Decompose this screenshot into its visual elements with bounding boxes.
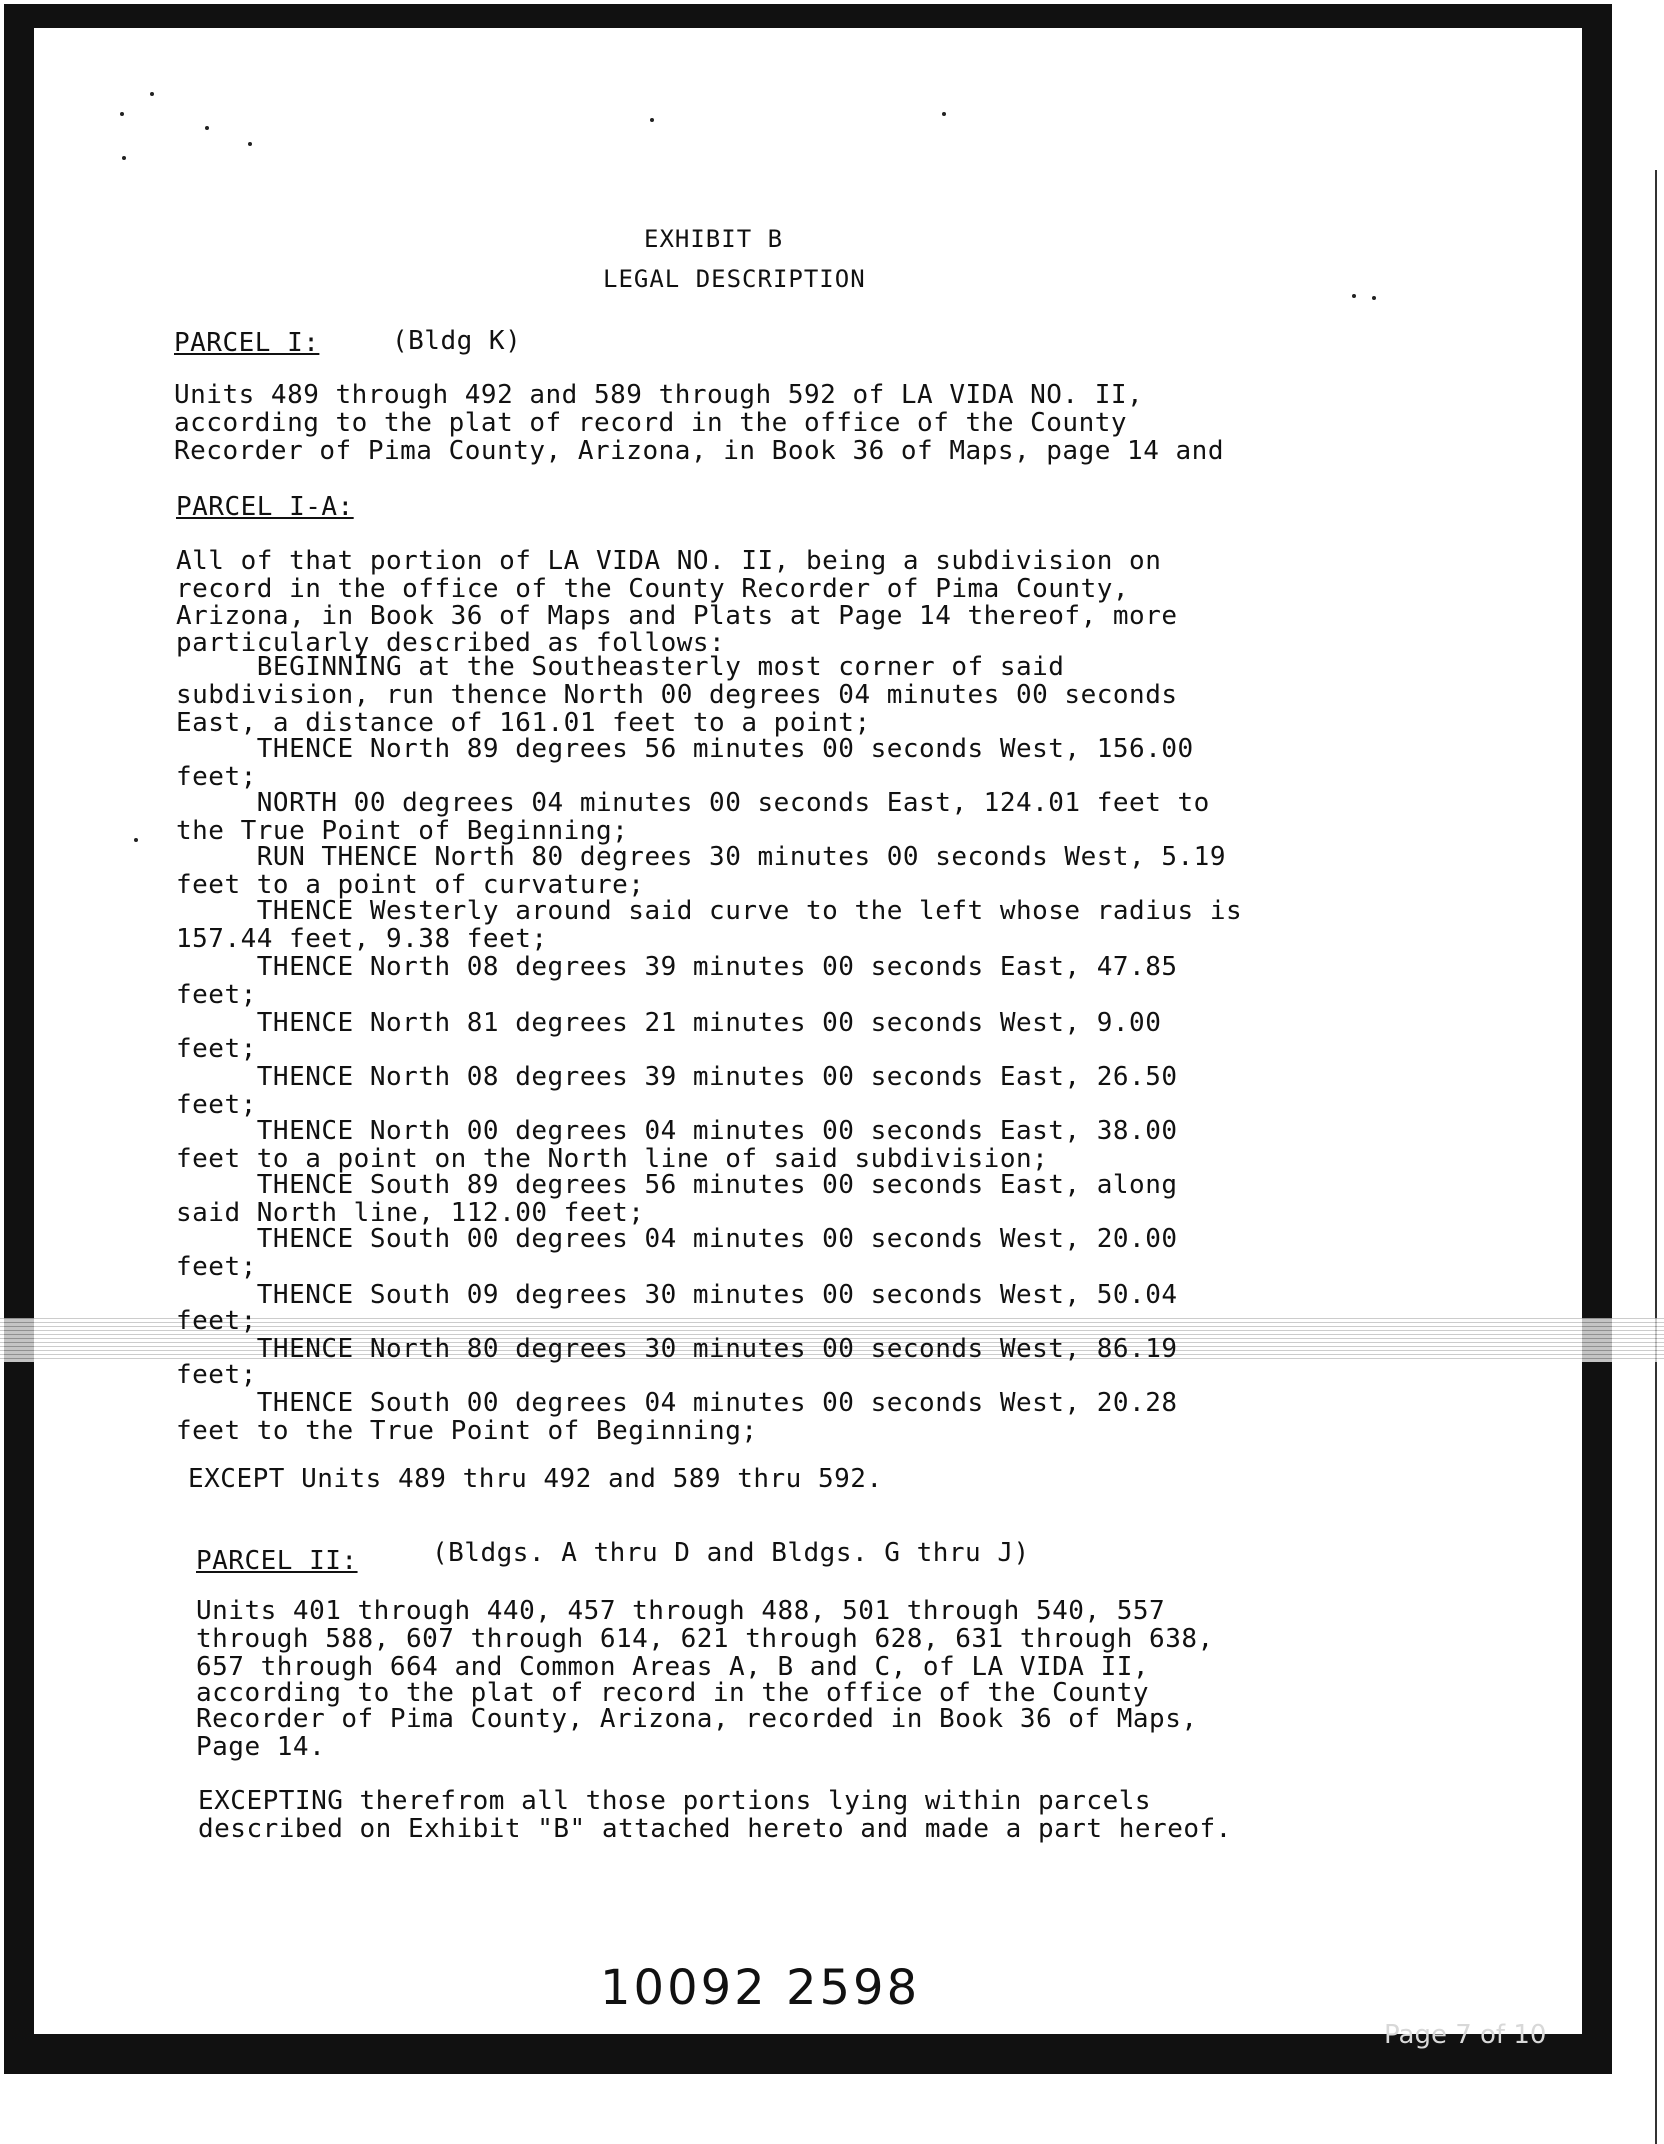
- parcel-ia-line: THENCE North 00 degrees 04 minutes 00 seconds East, 38.00: [176, 1116, 1178, 1146]
- parcel-ia-line: feet;: [176, 1034, 257, 1064]
- parcel-ia-line: record in the office of the County Recorder of Pima County,: [176, 574, 1130, 604]
- parcel-ii-line: Units 401 through 440, 457 through 488, 501 through 540, 557: [196, 1596, 1166, 1626]
- parcel-ia-line: feet;: [176, 1252, 257, 1282]
- parcel-i-line: according to the plat of record in the office of the County: [174, 408, 1128, 438]
- parcel-ii-line: 657 through 664 and Common Areas A, B and C, of LA VIDA II,: [196, 1652, 1150, 1682]
- parcel-ia-line: RUN THENCE North 80 degrees 30 minutes 00 seconds West, 5.19: [176, 842, 1226, 872]
- parcel-ia-line: NORTH 00 degrees 04 minutes 00 seconds East, 124.01 feet to: [176, 788, 1210, 818]
- parcel-ia-line: BEGINNING at the Southeasterly most corner of said: [176, 652, 1065, 682]
- parcel-ia-line: feet to a point of curvature;: [176, 870, 645, 900]
- parcel-ia-line: feet;: [176, 980, 257, 1010]
- parcel-ii-line: Recorder of Pima County, Arizona, recorded in Book 36 of Maps,: [196, 1704, 1198, 1734]
- parcel-ia-line: THENCE South 09 degrees 30 minutes 00 seconds West, 50.04: [176, 1280, 1178, 1310]
- scan-speck: [650, 118, 654, 122]
- parcel-ia-line: the True Point of Beginning;: [176, 816, 629, 846]
- parcel-ia-line: feet;: [176, 1360, 257, 1390]
- parcel-ia-line: feet to the True Point of Beginning;: [176, 1416, 758, 1446]
- parcel-ia-except: EXCEPT Units 489 thru 492 and 589 thru 592.: [188, 1464, 883, 1494]
- parcel-i-line: Units 489 through 492 and 589 through 592 of LA VIDA NO. II,: [174, 380, 1144, 410]
- scan-speck: [120, 112, 124, 116]
- parcel-ia-line: THENCE South 00 degrees 04 minutes 00 seconds West, 20.28: [176, 1388, 1178, 1418]
- section-title: LEGAL DESCRIPTION: [603, 265, 866, 293]
- parcel-ii-excepting: described on Exhibit "B" attached hereto and made a part hereof.: [198, 1814, 1232, 1844]
- exhibit-title: EXHIBIT B: [644, 225, 784, 253]
- scan-speck: [942, 112, 946, 116]
- scan-speck: [1352, 294, 1356, 298]
- parcel-ii-line: through 588, 607 through 614, 621 through 628, 631 through 638,: [196, 1624, 1214, 1654]
- recording-number: 10092 2598: [600, 1960, 921, 2016]
- parcel-ia-line: subdivision, run thence North 00 degrees 04 minutes 00 seconds: [176, 680, 1178, 710]
- scan-speck: [122, 156, 126, 160]
- parcel-ii-line: Page 14.: [196, 1732, 326, 1762]
- page-edge-line: [1655, 170, 1657, 2144]
- parcel-i-note: (Bldg K): [392, 326, 522, 356]
- parcel-ia-label: PARCEL I-A:: [176, 492, 354, 522]
- parcel-ia-line: THENCE North 08 degrees 39 minutes 00 seconds East, 47.85: [176, 952, 1178, 982]
- parcel-ia-line: THENCE North 81 degrees 21 minutes 00 seconds West, 9.00: [176, 1008, 1162, 1038]
- scan-speck: [1372, 296, 1376, 300]
- parcel-ia-line: 157.44 feet, 9.38 feet;: [176, 924, 548, 954]
- parcel-ia-line: THENCE Westerly around said curve to the left whose radius is: [176, 896, 1243, 926]
- parcel-ia-line: feet;: [176, 1090, 257, 1120]
- parcel-ia-line: THENCE North 08 degrees 39 minutes 00 seconds East, 26.50: [176, 1062, 1178, 1092]
- parcel-ia-line: THENCE North 89 degrees 56 minutes 00 seconds West, 156.00: [176, 734, 1194, 764]
- parcel-ia-line: Arizona, in Book 36 of Maps and Plats at Page 14 thereof, more: [176, 601, 1178, 631]
- scan-speck: [134, 838, 138, 842]
- parcel-i-line: Recorder of Pima County, Arizona, in Book 36 of Maps, page 14 and: [174, 436, 1224, 466]
- parcel-ia-line: THENCE South 89 degrees 56 minutes 00 seconds East, along: [176, 1170, 1178, 1200]
- scan-speck: [248, 142, 252, 146]
- parcel-ia-line: East, a distance of 161.01 feet to a point;: [176, 708, 871, 738]
- parcel-ia-line: THENCE North 80 degrees 30 minutes 00 seconds West, 86.19: [176, 1334, 1178, 1364]
- parcel-i-label: PARCEL I:: [174, 328, 320, 358]
- page-indicator: Page 7 of 10: [1384, 2020, 1547, 2050]
- parcel-ii-note: (Bldgs. A thru D and Bldgs. G thru J): [432, 1538, 1030, 1568]
- parcel-ia-line: feet to a point on the North line of said subdivision;: [176, 1144, 1049, 1174]
- scan-speck: [150, 92, 154, 96]
- parcel-ia-line: All of that portion of LA VIDA NO. II, being a subdivision on: [176, 546, 1162, 576]
- parcel-ia-line: feet;: [176, 762, 257, 792]
- parcel-ii-label: PARCEL II:: [196, 1546, 358, 1576]
- parcel-ii-excepting: EXCEPTING therefrom all those portions lying within parcels: [198, 1786, 1152, 1816]
- parcel-ia-line: said North line, 112.00 feet;: [176, 1198, 645, 1228]
- parcel-ia-line: THENCE South 00 degrees 04 minutes 00 seconds West, 20.00: [176, 1224, 1178, 1254]
- parcel-ia-line: feet;: [176, 1306, 257, 1336]
- parcel-ia-line: particularly described as follows:: [176, 628, 726, 658]
- parcel-ii-line: according to the plat of record in the office of the County: [196, 1678, 1150, 1708]
- scan-speck: [205, 126, 209, 130]
